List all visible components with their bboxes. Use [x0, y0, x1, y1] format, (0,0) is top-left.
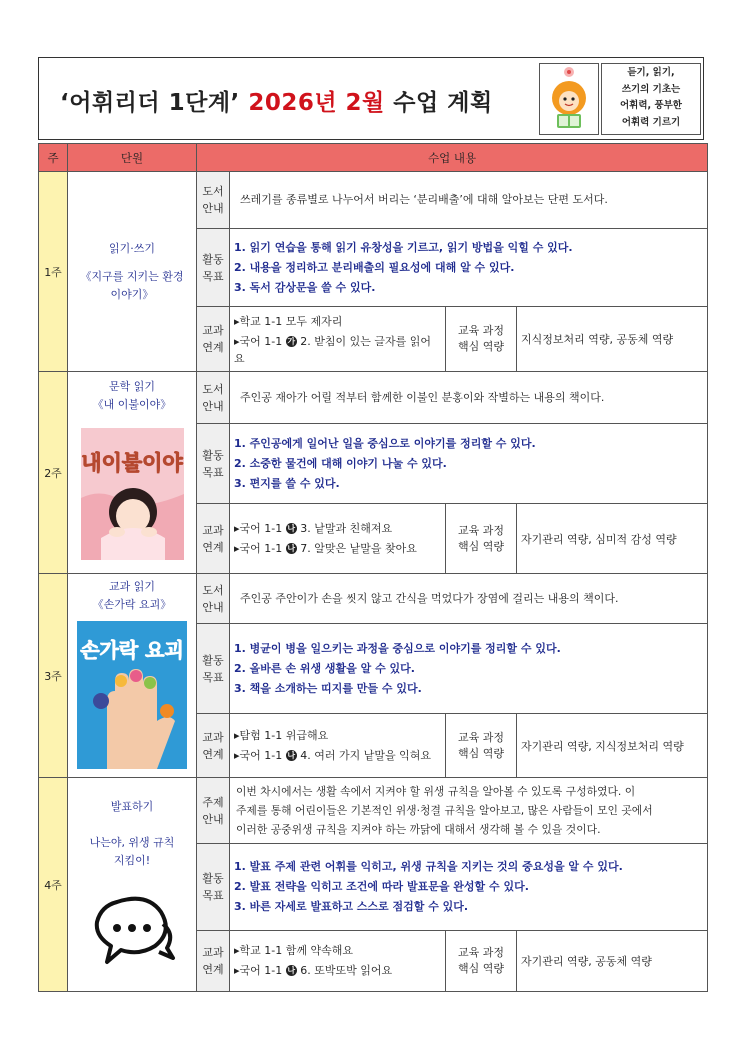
goal-item: 3. 독서 감상문을 쓸 수 있다.: [234, 280, 376, 294]
unit-line: 《내 이불이야》: [92, 398, 172, 411]
goal-list: [230, 229, 708, 307]
link-item: 요: [234, 352, 245, 365]
guide-line: 주제를 통해 어린이들은 기본적인 위생·청결 규칙을 알아보고, 많은 사람들이 모인 곳에서: [236, 804, 653, 817]
link-item: ▸국어 1-1 나 3. 낱말과 친해져요: [234, 521, 393, 535]
label-core-competency: 교육 과정 핵심 역량: [446, 307, 517, 372]
unit-cell: [68, 574, 197, 778]
subject-link-list: [230, 504, 446, 574]
title-part2: 수업 계획: [384, 90, 493, 116]
unit-line: 교과 읽기: [108, 580, 155, 593]
subject-link-list: [230, 931, 446, 992]
unit-number-badge: 나: [287, 966, 296, 975]
guide-line: 이러한 공중위생 규칙을 지켜야 하는 까닭에 대해서 생각해 볼 수 있을 것이다.: [236, 823, 601, 836]
label-subject-link: 교과 연계: [197, 504, 230, 574]
goal-item: 2. 내용을 정리하고 분리배출의 필요성에 대해 알 수 있다.: [234, 260, 515, 274]
competency-text: 자기관리 역량, 공동체 역량: [517, 931, 708, 992]
slogan-line: 쓰기의 기초는: [621, 83, 681, 95]
goal-list: [230, 424, 708, 504]
unit-line: 《지구를 지키는 환경: [80, 269, 184, 283]
title-year-month: 2026년 2월: [248, 90, 385, 116]
link-item: ▸국어 1-1 나 6. 또박또박 읽어요: [234, 964, 393, 977]
link-item: ▸학교 1-1 함께 약속해요: [234, 944, 353, 957]
goal-list: [230, 844, 708, 931]
goal-item: 1. 병균이 병을 일으키는 과정을 중심으로 이야기를 정리할 수 있다.: [234, 641, 561, 655]
competency-text: 자기관리 역량, 심미적 감성 역량: [517, 504, 708, 574]
competency-text: 지식정보처리 역량, 공동체 역량: [517, 307, 708, 372]
guide-text: 주인공 재아가 어릴 적부터 함께한 이불인 분홍이와 작별하는 내용의 책이다.: [230, 372, 708, 424]
goal-item: 1. 발표 주제 관련 어휘를 익히고, 위생 규칙을 지키는 것의 중요성을 알 수 있다.: [234, 860, 623, 873]
unit-line: 문학 읽기: [108, 380, 155, 393]
goal-item: 3. 바른 자세로 발표하고 스스로 점검할 수 있다.: [234, 900, 469, 913]
book-cover-title: 내이불이야: [80, 451, 183, 475]
guide-text: [230, 778, 708, 844]
book-cover-image: [81, 428, 184, 560]
guide-line: 이번 차시에서는 생활 속에서 지켜야 할 위생 규칙을 알아볼 수 있도록 구성하였다. 이: [236, 785, 636, 798]
mascot-image: [539, 63, 599, 135]
slogan-line: 어휘력, 풍부한: [620, 100, 682, 111]
goal-item: 2. 올바른 손 위생 생활을 알 수 있다.: [234, 661, 415, 675]
slogan-line: 어휘력 기르기: [621, 116, 681, 128]
subject-link-list: [230, 714, 446, 778]
label-activity-goal: 활동 목표: [197, 844, 230, 931]
col-content-header: 수업 내용: [197, 144, 708, 172]
page-title: [60, 84, 493, 117]
subject-link-list: [230, 307, 446, 372]
goal-item: 3. 책을 소개하는 띠지를 만들 수 있다.: [234, 681, 422, 695]
table-row: [39, 778, 708, 844]
goal-item: 2. 소중한 물건에 대해 이야기 나눌 수 있다.: [234, 456, 447, 470]
unit-line: 《손가락 요괴》: [92, 598, 172, 611]
week-cell: 2주: [39, 372, 68, 574]
goal-item: 1. 읽기 연습을 통해 읽기 유창성을 기르고, 읽기 방법을 익힐 수 있다.: [234, 240, 573, 254]
week-cell: 4주: [39, 778, 68, 992]
link-item: ▸학교 1-1 모두 제자리: [234, 315, 343, 328]
slogan-line: 듣기, 읽기,: [627, 67, 675, 78]
unit-cell: [68, 778, 197, 992]
link-item: ▸탐험 1-1 위급해요: [234, 728, 329, 742]
label-subject-link: 교과 연계: [197, 931, 230, 992]
table-header-row: [39, 144, 708, 172]
unit-number-badge: 나: [287, 750, 296, 760]
week-cell: 3주: [39, 574, 68, 778]
link-item: ▸국어 1-1 나 7. 알맞은 낱말을 찾아요: [234, 541, 417, 555]
link-item: ▸국어 1-1 가 2. 받침이 있는 글자를 읽어: [234, 335, 431, 348]
label-activity-goal: 활동 목표: [197, 624, 230, 714]
title-part1: ‘어휘리더 1단계’: [60, 90, 249, 116]
unit-line: 이야기》: [110, 287, 154, 301]
goal-list: [230, 624, 708, 714]
table-row: [39, 574, 708, 624]
label-activity-goal: 활동 목표: [197, 424, 230, 504]
book-cover-image: [77, 621, 187, 769]
label-book-guide: 도서 안내: [197, 172, 230, 229]
book-cover-title: 손가락 요괴: [80, 638, 184, 662]
goal-item: 1. 주인공에게 일어난 일을 중심으로 이야기를 정리할 수 있다.: [234, 436, 536, 450]
label-core-competency: 교육 과정 핵심 역량: [446, 931, 517, 992]
unit-cell: [68, 372, 197, 574]
unit-number-badge: 나: [287, 543, 296, 553]
col-unit-header: 단원: [68, 144, 197, 172]
speech-bubble-icon: [87, 894, 177, 966]
week-cell: 1주: [39, 172, 68, 372]
unit-line: 발표하기: [110, 800, 154, 813]
link-item: ▸국어 1-1 나 4. 여러 가지 낱말을 익혀요: [234, 748, 431, 762]
slogan-box: [601, 63, 701, 135]
unit-cell: [68, 172, 197, 372]
unit-line: 나는야, 위생 규칙: [89, 836, 175, 849]
unit-number-badge: 나: [287, 523, 296, 533]
competency-text: 자기관리 역량, 지식정보처리 역량: [517, 714, 708, 778]
lesson-plan-table: [38, 143, 708, 992]
label-activity-goal: 활동 목표: [197, 229, 230, 307]
guide-text: 주인공 주안이가 손을 씻지 않고 간식을 먹었다가 장염에 걸리는 내용의 책이다.: [230, 574, 708, 624]
unit-number-badge: 가: [287, 337, 296, 346]
label-topic-guide: 주제 안내: [197, 778, 230, 844]
goal-item: 2. 발표 전략을 익히고 조건에 따라 발표문을 완성할 수 있다.: [234, 880, 529, 893]
label-subject-link: 교과 연계: [197, 307, 230, 372]
label-core-competency: 교육 과정 핵심 역량: [446, 714, 517, 778]
table-row: [39, 372, 708, 424]
unit-line: 지킴이!: [113, 854, 151, 867]
goal-item: 3. 편지를 쓸 수 있다.: [234, 476, 340, 490]
mascot-icon: [540, 64, 598, 134]
guide-text: 쓰레기를 종류별로 나누어서 버리는 ‘분리배출’에 대해 알아보는 단편 도서다.: [230, 172, 708, 229]
col-week-header: 주: [39, 144, 68, 172]
table-row: [39, 172, 708, 229]
unit-line: 읽기·쓰기: [108, 241, 155, 255]
label-book-guide: 도서 안내: [197, 372, 230, 424]
label-core-competency: 교육 과정 핵심 역량: [446, 504, 517, 574]
label-subject-link: 교과 연계: [197, 714, 230, 778]
label-book-guide: 도서 안내: [197, 574, 230, 624]
